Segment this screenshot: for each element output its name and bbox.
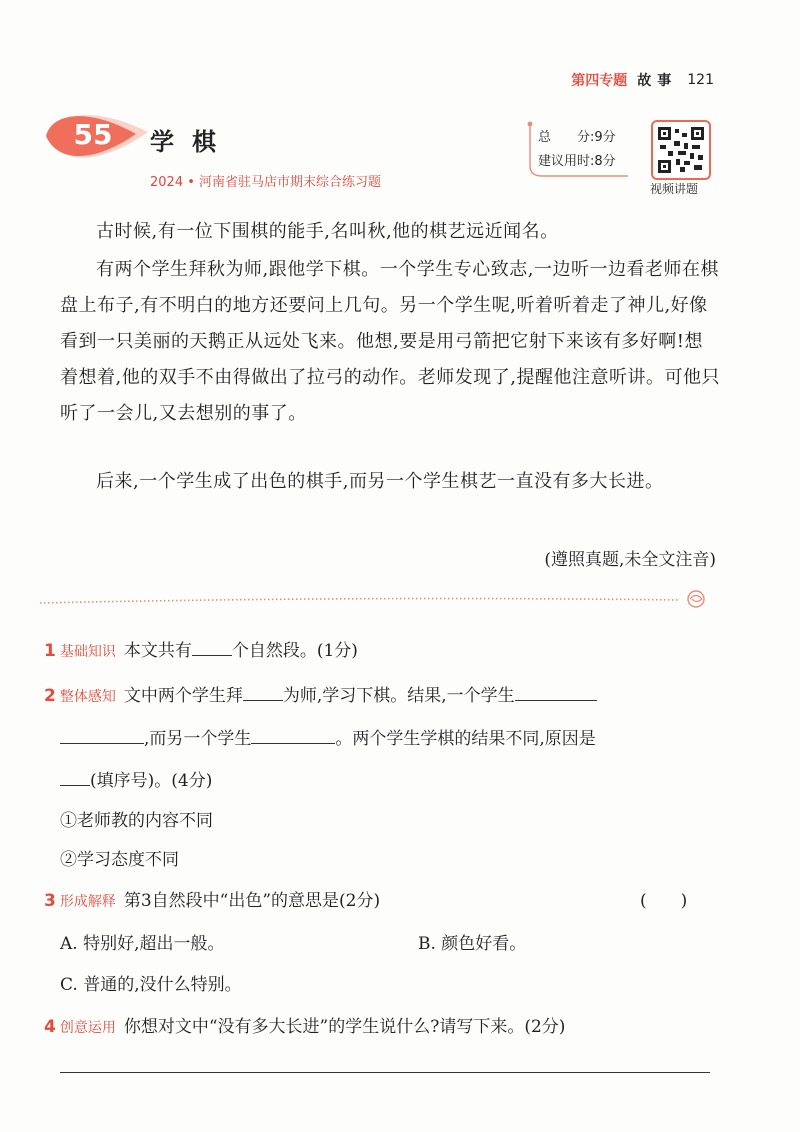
question-tag: 创意运用 [59, 1020, 116, 1036]
question-text: ,而另一个学生 [144, 729, 252, 749]
question-3 [44, 886, 380, 911]
passage-paragraph-2: 有两个学生拜秋为师,跟他学下棋。一个学生专心致志,一边听一边看老师在棋盘上布子,有不明白的地方还要问上几句。另一个学生呢,听着听着走了神儿,好像看到一只美丽的天鹅正从远处飞来。他想,要是用弓箭把它射下来该有多好啊!想着想着,他的双手不由得做出了拉弓的动作。老师发现了,提醒他注意听讲。可他只听了一会儿,又去想别的事了。 [60, 259, 720, 424]
question-number: 4 [44, 1017, 56, 1037]
question-number: 1 [44, 641, 56, 661]
question-text: 。两个学生学棋的结果不同,原因是 [335, 729, 596, 749]
question-text: 第3自然段中“出色”的意思是(2分) [123, 891, 381, 911]
question-2 [44, 681, 597, 706]
question-text: 本文共有 [123, 641, 192, 661]
running-header [571, 70, 714, 90]
question-tag: 整体感知 [59, 689, 116, 705]
question-tag: 基础知识 [59, 644, 116, 660]
option-c[interactable]: C. 普通的,没什么特别。 [60, 975, 242, 995]
video-explanation-label: 视频讲题 [650, 182, 699, 196]
answer-blank[interactable] [251, 725, 335, 744]
question-text: 文中两个学生拜 [123, 686, 243, 706]
question-2-line-3 [60, 766, 212, 791]
question-4 [44, 1012, 565, 1037]
passage-paragraph-3: 后来,一个学生成了出色的棋手,而另一个学生棋艺一直没有多大长进。 [96, 471, 664, 492]
question-text: 个自然段。(1分) [231, 641, 358, 661]
page-number: 121 [687, 72, 714, 88]
option-1: ①老师教的内容不同 [60, 811, 213, 831]
lesson-title: 学棋 [150, 127, 234, 156]
question-number: 3 [44, 891, 56, 911]
lesson-number-badge [44, 106, 140, 166]
answer-blank[interactable] [60, 767, 90, 786]
option-a[interactable]: A. 特别好,超出一般。 [60, 934, 225, 954]
passage-paragraph-1: 古时候,有一位下围棋的能手,名叫秋,他的棋艺远近闻名。 [96, 221, 559, 242]
score-time-box [524, 120, 630, 178]
source-note: (遵照真题,未全文注音) [544, 550, 716, 570]
answer-parentheses[interactable]: ( ) [640, 891, 688, 911]
total-score: 总 分:9分 [538, 130, 616, 145]
question-text: 为师,学习下棋。结果,一个学生 [282, 686, 515, 706]
qr-code[interactable] [651, 120, 711, 180]
question-text: (填序号)。(4分) [90, 771, 213, 791]
lesson-number: 55 [73, 118, 113, 151]
answer-blank[interactable] [515, 682, 597, 701]
lesson-source: 2024 • 河南省驻马店市期末综合练习题 [150, 175, 382, 190]
answer-blank[interactable] [60, 725, 144, 744]
question-number: 2 [44, 686, 56, 706]
answer-writing-line[interactable] [60, 1072, 710, 1073]
answer-blank[interactable] [192, 637, 232, 656]
option-b[interactable]: B. 颜色好看。 [418, 934, 527, 954]
option-2: ②学习态度不同 [60, 850, 179, 870]
answer-blank[interactable] [243, 682, 283, 701]
question-tag: 形成解释 [59, 894, 116, 910]
question-2-line-2 [60, 724, 596, 749]
question-text: 你想对文中“没有多大长进”的学生说什么?请写下来。(2分) [123, 1017, 566, 1037]
suggested-time: 建议用时:8分 [538, 154, 616, 169]
dotted-divider [40, 590, 720, 610]
question-1 [44, 636, 358, 661]
qr-code-icon [658, 127, 704, 173]
section-label: 第四专题 [571, 73, 628, 89]
book-label: 故事 [637, 73, 678, 89]
